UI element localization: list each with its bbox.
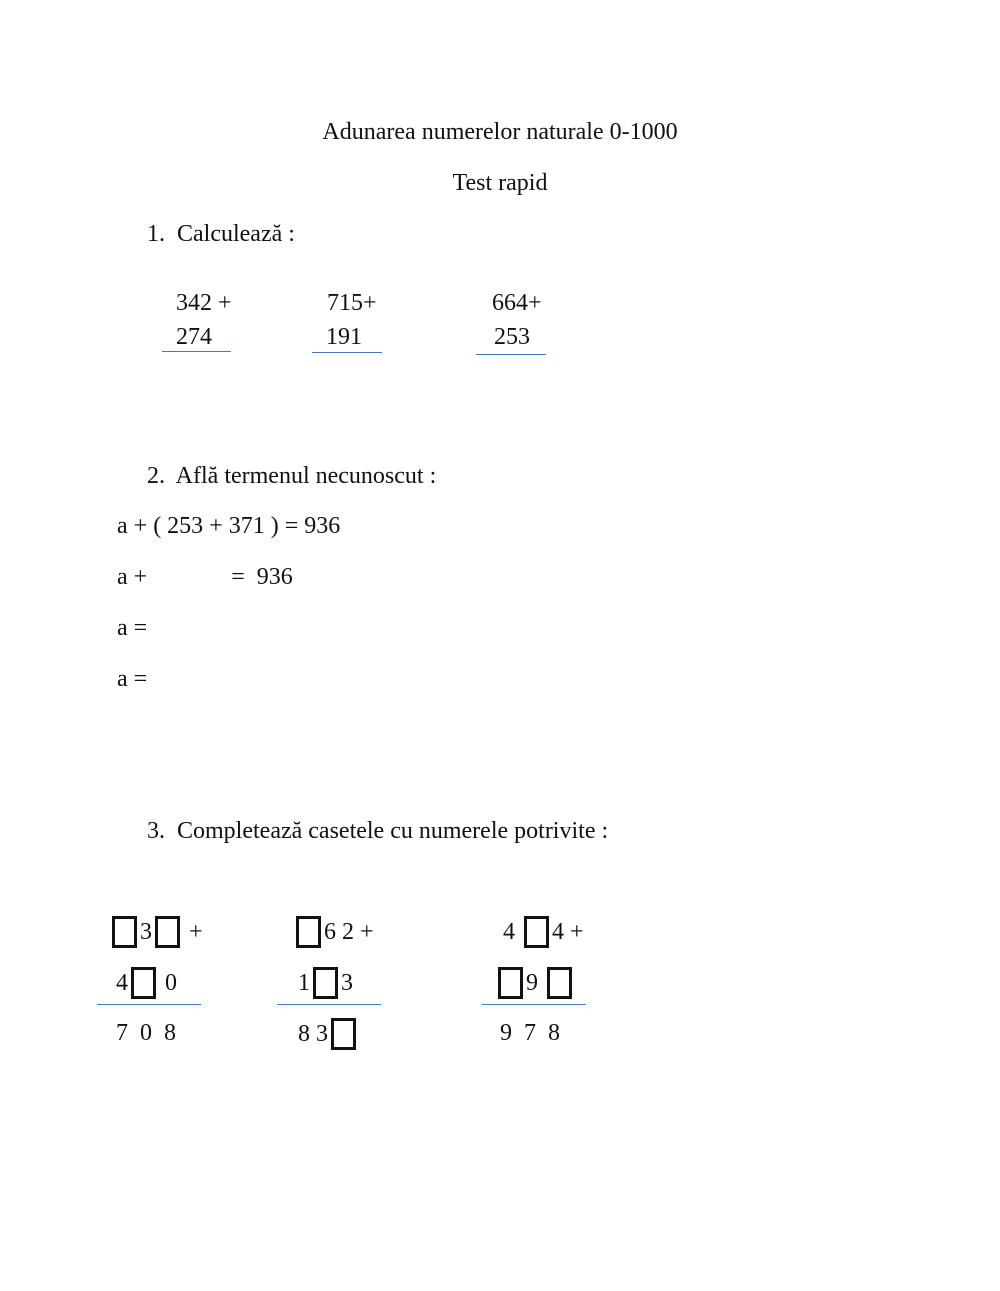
digits: 8 3	[298, 1021, 328, 1047]
digits: 4	[503, 919, 521, 945]
q3-col1-row3	[116, 1018, 176, 1048]
q3-col1-row1	[109, 916, 203, 948]
q1-col1-top: 342 +	[176, 290, 232, 316]
q2-line: a + = 936	[117, 564, 293, 590]
page-subtitle: Test rapid	[452, 170, 548, 196]
q3-col3-row3	[500, 1018, 560, 1048]
digits: 6 2 +	[324, 919, 374, 945]
q3-col1-row2	[116, 967, 177, 999]
digits: 3	[341, 970, 353, 996]
page-title: Adunarea numerelor naturale 0-1000	[322, 119, 678, 145]
q1-col1-bottom: 274	[176, 324, 212, 350]
answer-box[interactable]	[296, 916, 321, 948]
answer-box[interactable]	[547, 967, 572, 999]
q3-heading: 3. Completează casetele cu numerele potrivite :	[147, 818, 609, 844]
answer-box[interactable]	[112, 916, 137, 948]
q2-line: a + ( 253 + 371 ) = 936	[117, 513, 341, 539]
answer-box[interactable]	[498, 967, 523, 999]
digits: 7 0 8	[116, 1020, 176, 1046]
answer-box[interactable]	[155, 916, 180, 948]
digits: 4 +	[552, 919, 584, 945]
q3-col2-row3	[298, 1018, 359, 1050]
q3-col2-row1	[293, 916, 374, 948]
q3-col1-line	[97, 1004, 201, 1005]
q1-col3-line	[476, 354, 546, 355]
q1-col2-bottom: 191	[326, 324, 362, 350]
digits: 0	[159, 970, 177, 996]
digits: 4	[116, 970, 128, 996]
answer-box[interactable]	[524, 916, 549, 948]
q1-col3-top: 664+	[492, 290, 542, 316]
answer-box[interactable]	[331, 1018, 356, 1050]
q1-col2-top: 715+	[327, 290, 377, 316]
q1-col2-line	[312, 352, 382, 353]
answer-box[interactable]	[313, 967, 338, 999]
q2-line: a =	[117, 666, 148, 692]
q1-heading: 1. Calculează :	[147, 221, 295, 247]
q3-col3-row2	[495, 967, 575, 999]
digits: 9	[526, 970, 544, 996]
digits: 9 7 8	[500, 1020, 560, 1046]
q2-heading: 2. Află termenul necunoscut :	[147, 463, 437, 489]
q3-col3-row1	[503, 916, 584, 948]
digits: 3	[140, 919, 152, 945]
q1-col3-bottom: 253	[494, 324, 530, 350]
q1-col1-line	[162, 351, 231, 352]
answer-box[interactable]	[131, 967, 156, 999]
q3-col2-row2	[298, 967, 353, 999]
digits: +	[183, 919, 203, 945]
q2-line: a =	[117, 615, 148, 641]
digits: 1	[298, 970, 310, 996]
q3-col2-line	[277, 1004, 381, 1005]
q3-col3-line	[482, 1004, 586, 1005]
